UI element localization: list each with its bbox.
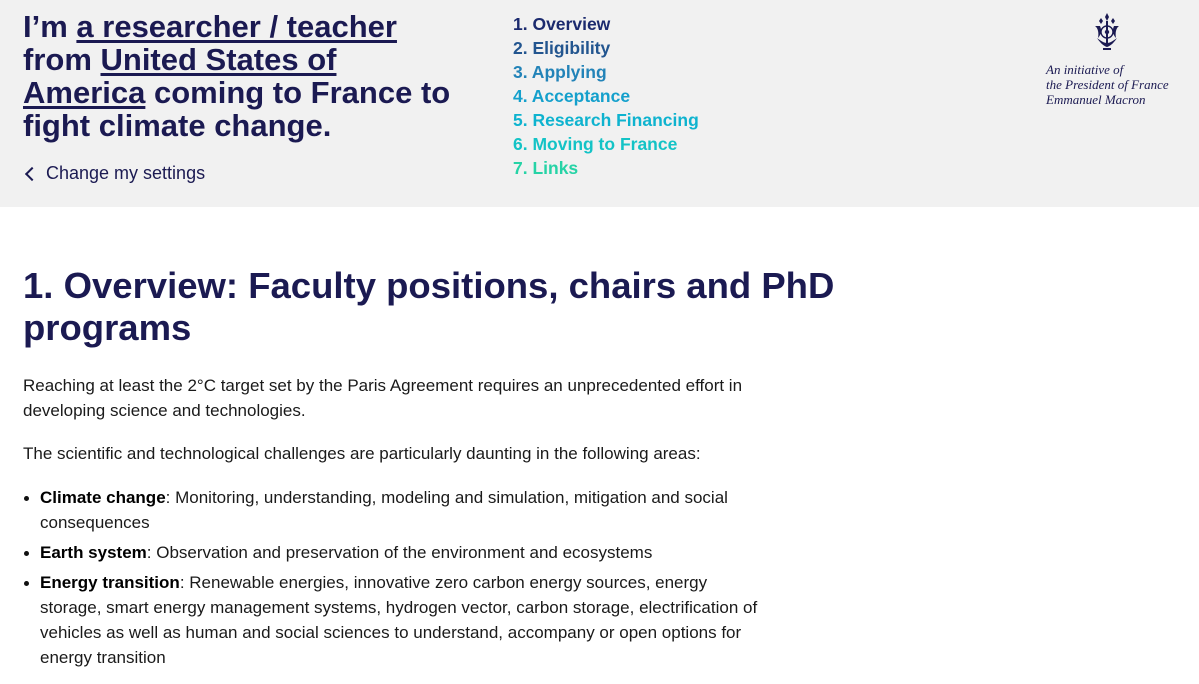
presidential-emblem-icon: [1092, 12, 1122, 56]
initiative-line3: Emmanuel Macron: [1046, 92, 1146, 107]
toc-item-moving-to-france[interactable]: 6. Moving to France: [513, 134, 678, 154]
intro-paragraph: Reaching at least the 2°C target set by the Paris Agreement requires an unprecedented effort in developing science and technologies.: [23, 376, 743, 420]
page-header: [0, 0, 1199, 207]
bullet-term: Climate change: [40, 488, 166, 507]
chevron-left-icon: [25, 166, 39, 180]
section-title: 1. Overview: Faculty positions, chairs and PhD programs: [23, 265, 835, 348]
bullet-term: Earth system: [40, 543, 147, 562]
toc-item-overview[interactable]: 1. Overview: [513, 14, 611, 34]
main-content: [23, 265, 835, 675]
headline-prefix: I’m: [23, 9, 77, 44]
toc-item-applying[interactable]: 3. Applying: [513, 62, 607, 82]
bullet-text: : Observation and preservation of the environment and ecosystems: [146, 543, 653, 562]
change-settings-link[interactable]: [23, 163, 205, 184]
bullet-text: : Monitoring, understanding, modeling and simulation, mitigation and social consequences: [40, 488, 728, 532]
initiative-line2: the President of France: [1046, 77, 1169, 92]
country-link[interactable]: United States of America: [23, 42, 337, 110]
challenge-list: [23, 485, 763, 670]
toc-item-eligibility[interactable]: 2. Eligibility: [513, 38, 611, 58]
change-settings-label: Change my settings: [46, 163, 206, 183]
list-item: [23, 570, 763, 670]
headline-suffix: coming to France to fight climate change.: [23, 75, 451, 143]
role-link[interactable]: a researcher / teacher: [76, 9, 397, 44]
bullet-term: Energy transition: [40, 573, 180, 592]
profile-headline: [23, 10, 463, 142]
headline-from: from: [23, 42, 101, 77]
bullet-text: : Renewable energies, innovative zero carbon energy sources, energy storage, smart energy management systems, hydrogen vector, carbon storage, electrification of vehicles as well as human and social sciences to understand, accompany or open options for energy transition: [40, 573, 758, 667]
challenges-paragraph: The scientific and technological challenges are particularly daunting in the following areas:: [23, 444, 701, 463]
table-of-contents: [513, 12, 699, 180]
toc-item-research-financing[interactable]: 5. Research Financing: [513, 110, 699, 130]
list-item: [23, 540, 763, 565]
toc-item-acceptance[interactable]: 4. Acceptance: [513, 86, 631, 106]
initiative-line1: An initiative of: [1046, 62, 1124, 77]
initiative-badge: [1046, 12, 1186, 107]
list-item: [23, 485, 763, 535]
toc-item-links[interactable]: 7. Links: [513, 158, 579, 178]
